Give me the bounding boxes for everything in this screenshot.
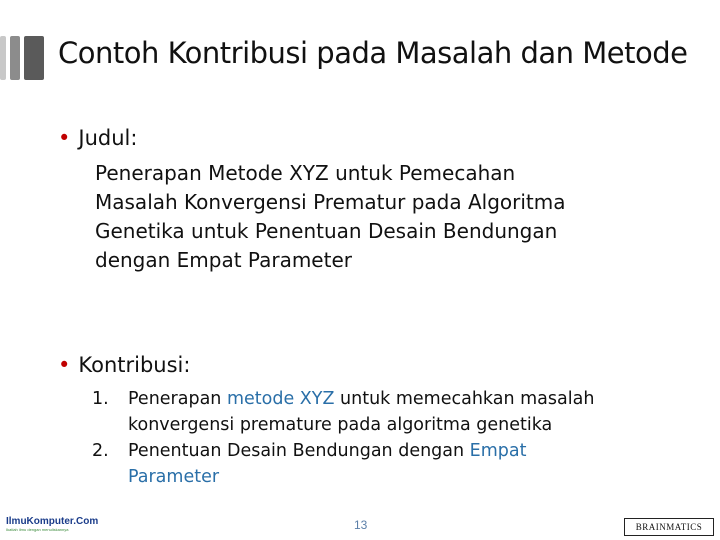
brainmatics-logo: BRAINMATICS — [624, 518, 714, 536]
judul-line: dengan Empat Parameter — [95, 248, 352, 272]
ilmukomputer-logo — [6, 516, 98, 532]
bullet-judul — [58, 126, 137, 150]
judul-line: Penerapan Metode XYZ untuk Pemecahan — [95, 161, 516, 185]
item-text: Penentuan Desain Bendungan dengan — [128, 441, 470, 461]
title-decoration — [0, 36, 50, 80]
judul-line: Genetika untuk Penentuan Desain Bendungan — [95, 219, 558, 243]
decor-bar — [10, 36, 20, 80]
item-text: konvergensi premature pada algoritma genetika — [128, 415, 553, 435]
item-text: Penerapan — [128, 389, 227, 409]
logo-tagline: Ikatlah ilmu dengan menuliskannya — [6, 527, 69, 532]
kontribusi-label: Kontribusi — [78, 353, 184, 377]
item-highlight: Empat — [469, 441, 527, 461]
bullet-icon: • — [58, 126, 71, 150]
kontribusi-list — [92, 386, 692, 490]
bullet-icon: • — [58, 353, 71, 377]
judul-line: Masalah Konvergensi Prematur pada Algoritma — [95, 190, 566, 214]
list-number: 2. — [92, 441, 109, 461]
item-highlight: Parameter — [128, 467, 220, 487]
list-number: 1. — [92, 389, 109, 409]
judul-colon: : — [130, 126, 138, 150]
item-text: untuk memecahkan masalah — [334, 389, 595, 409]
decor-bar — [0, 36, 6, 80]
bullet-kontribusi — [58, 353, 190, 377]
logo-text: IlmuKomputer.Com — [6, 516, 99, 527]
page-number: 13 — [354, 518, 368, 532]
kontribusi-colon: : — [183, 353, 191, 377]
judul-label: Judul — [78, 126, 131, 150]
list-item — [92, 386, 692, 438]
decor-bar — [24, 36, 44, 80]
slide-title: Contoh Kontribusi pada Masalah dan Metode — [58, 36, 688, 70]
judul-text — [95, 159, 675, 275]
list-item — [92, 438, 692, 490]
item-highlight: metode XYZ — [226, 389, 335, 409]
